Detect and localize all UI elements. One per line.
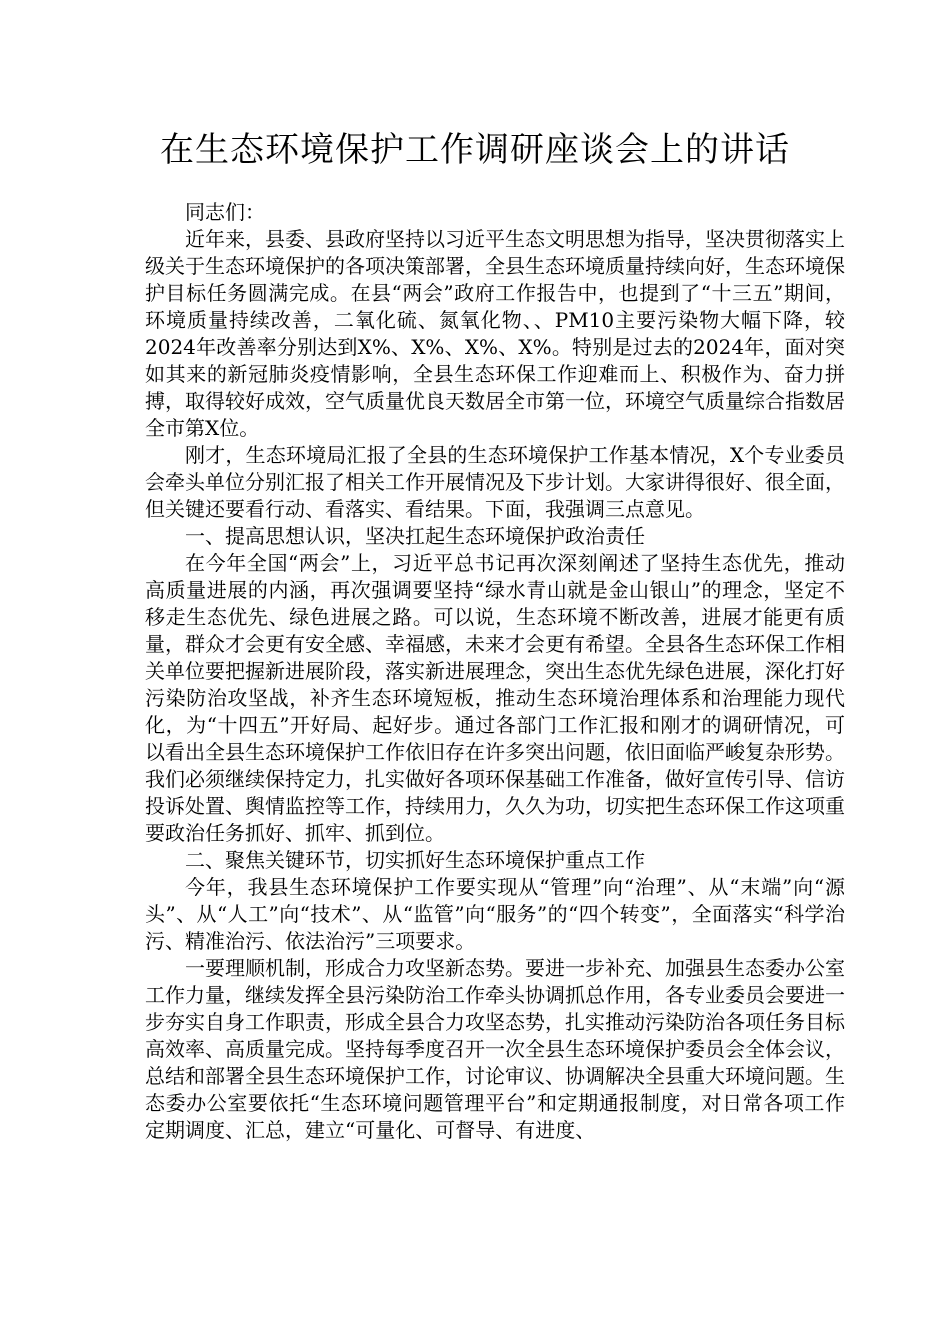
section-1-paragraph: 在今年全国“两会”上，习近平总书记再次深刻阐述了坚持生态优先，推动高质量进展的内涵，再次强调要坚持“绿水青山就是金山银山”的理念，坚定不移走生态优先、绿色进展之路。可以说，生态环境不断改善，进展才能更有质量，群众才会更有安全感、幸福感，未来才会更有希望。全县各生态环保工作相关单位要把握新进展阶段，落实新进展理念，突出生态优先绿色进展，深化打好污染防治攻坚战，补齐生态环境短板，推动生态环境治理体系和治理能力现代化，为“十四五”开好局、起好步。通过各部门工作汇报和刚才的调研情况，可以看出全县生态环境保护工作依旧存在许多突出问题，依旧面临严峻复杂形势。我们必须继续保持定力，扎实做好各项环保基础工作准备，做好宣传引导、信访投诉处置、舆情监控等工作，持续用力，久久为功，切实把生态环保工作这项重要政治任务抓好、抓牢、抓到位。 xyxy=(145,551,845,845)
document-title: 在生态环境保护工作调研座谈会上的讲话 xyxy=(160,130,790,170)
section-1-heading: 一、提高思想认识，坚决扛起生态环境保护政治责任 xyxy=(185,524,645,548)
item-1-paragraph: 一要理顺机制，形成合力攻坚新态势。要进一步补充、加强县生态委办公室工作力量，继续发挥全县污染防治工作牵头协调抓总作用，各专业委员会要进一步夯实自身工作职责，形成全县合力攻坚态势，扎实推动污染防治各项任务目标高效率、高质量完成。坚持每季度召开一次全县生态环境保护委员会全体会议，总结和部署全县生态环境保护工作，讨论审议、协调解决全县重大环境问题。生态委办公室要依托“生态环境问题管理平台”和定期通报制度，对日常各项工作定期调度、汇总，建立“可量化、可督导、有进度、 xyxy=(145,956,845,1142)
section-2-paragraph: 今年，我县生态环境保护工作要实现从“管理”向“治理”、从“末端”向“源头”、从“人工”向“技术”、从“监管”向“服务”的“四个转变”，全面落实“科学治污、精准治污、依法治污”三项要求。 xyxy=(145,875,845,953)
greeting: 同志们： xyxy=(185,200,265,224)
intro-paragraph-2: 刚才，生态环境局汇报了全县的生态环境保护工作基本情况，X个专业委员会牵头单位分别汇报了相关工作开展情况及下步计划。大家讲得很好、很全面，但关键还要看行动、看落实、看结果。下面，我强调三点意见。 xyxy=(145,443,845,521)
section-2-heading: 二、聚焦关键环节，切实抓好生态环境保护重点工作 xyxy=(185,848,645,872)
intro-paragraph-1: 近年来，县委、县政府坚持以习近平生态文明思想为指导，坚决贯彻落实上级关于生态环境保护的各项决策部署，全县生态环境质量持续向好，生态环境保护目标任务圆满完成。在县“两会”政府工作报告中，也提到了“十三五”期间，环境质量持续改善，二氧化硫、氮氧化物、、PM10主要污染物大幅下降，较2024年改善率分别达到X%、X%、X%、X%。特别是过去的2024年，面对突如其来的新冠肺炎疫情影响，全县生态环保工作迎难而上、积极作为、奋力拼搏，取得较好成效，空气质量优良天数居全市第一位，环境空气质量综合指数居全市第X位。 xyxy=(145,227,845,440)
document-body xyxy=(145,199,845,1144)
